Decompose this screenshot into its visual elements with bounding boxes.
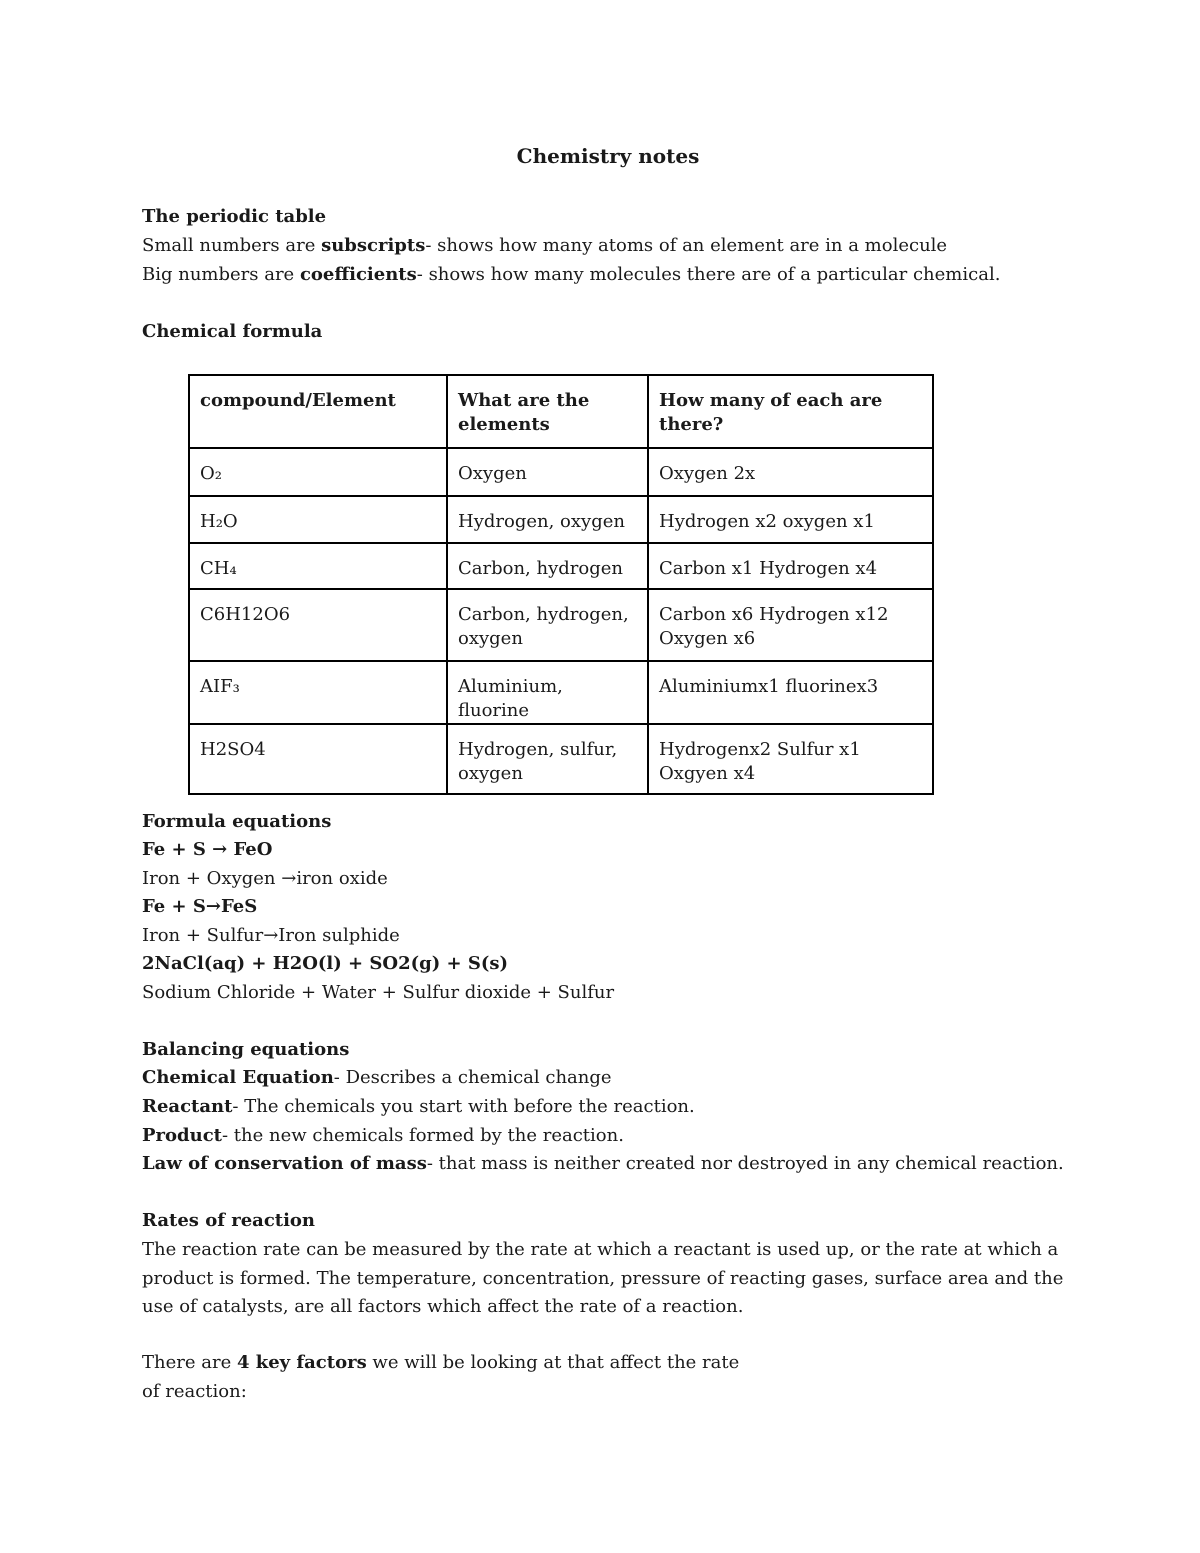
key-factors-line-2: of reaction: (142, 1381, 247, 1402)
compound-cell: O₂ (189, 448, 447, 496)
periodic-table-heading: The periodic table (142, 206, 327, 227)
count-cell: Carbon x6 Hydrogen x12 Oxygen x6 (648, 589, 933, 661)
table-row (189, 496, 933, 543)
definition-term: Reactant (142, 1096, 233, 1117)
subscripts-term: subscripts (321, 235, 426, 256)
definition-product (142, 1125, 624, 1147)
coefficients-line (142, 264, 1000, 286)
header-cell: What are the elements (447, 375, 648, 448)
equation-1: Fe + S → FeO (142, 839, 273, 860)
balancing-equations-heading: Balancing equations (142, 1039, 350, 1060)
count-cell: Hydrogen x2 oxygen x1 (648, 496, 933, 543)
chemical-formula-table (188, 374, 934, 795)
table-row (189, 448, 933, 496)
key-factors-post: we will be looking at that affect the rate (366, 1352, 740, 1373)
subscripts-pre: Small numbers are (142, 235, 322, 256)
equation-3: 2NaCl(aq) + H2O(l) + SO2(g) + S(s) (142, 953, 509, 974)
table-row (189, 543, 933, 589)
key-factors-pre: There are (142, 1352, 237, 1373)
definition-chemical-equation (142, 1067, 612, 1089)
table-row (189, 661, 933, 724)
chemical-formula-heading: Chemical formula (142, 321, 323, 342)
rates-paragraph: The reaction rate can be measured by the rate at which a reactant is used up, or the rate at which a product is formed. The temperature, concentration, pressure of reacting gases, surface area and the use of catalysts, are all factors which affect the rate of a reaction. (142, 1239, 1064, 1317)
compound-cell: H₂O (189, 496, 447, 543)
definition-text: - Describes a chemical change (333, 1067, 612, 1088)
header-cell: compound/Element (189, 375, 447, 448)
document-title: Chemistry notes (516, 144, 700, 168)
header-cell: How many of each are there? (648, 375, 933, 448)
definition-term: Product (142, 1125, 222, 1146)
definition-text: - the new chemicals formed by the reaction. (221, 1125, 624, 1146)
elements-cell: Hydrogen, oxygen (447, 496, 648, 543)
compound-cell: AIF₃ (189, 661, 447, 724)
subscripts-def: - shows how many atoms of an element are in a molecule (425, 235, 948, 256)
elements-cell: Hydrogen, sulfur, oxygen (447, 724, 648, 794)
coefficients-term: coefficients (299, 264, 417, 285)
count-cell: Oxygen 2x (648, 448, 933, 496)
compound-cell: H2SO4 (189, 724, 447, 794)
elements-cell: Carbon, hydrogen, oxygen (447, 589, 648, 661)
definition-text: - The chemicals you start with before the reaction. (232, 1096, 695, 1117)
equation-2-words: Iron + Sulfur→Iron sulphide (142, 925, 400, 946)
equation-1-words: Iron + Oxygen →iron oxide (142, 868, 388, 889)
count-cell: Hydrogenx2 Sulfur x1 Oxgyen x4 (648, 724, 933, 794)
coefficients-pre: Big numbers are (142, 264, 300, 285)
coefficients-def: - shows how many molecules there are of a particular chemical. (416, 264, 1001, 285)
elements-cell: Carbon, hydrogen (447, 543, 648, 589)
rates-of-reaction-heading: Rates of reaction (142, 1210, 316, 1231)
table-row (189, 589, 933, 661)
definition-term: Chemical Equation (142, 1067, 334, 1088)
elements-cell: Aluminium, fluorine (447, 661, 648, 724)
key-factors-line (142, 1352, 739, 1374)
count-cell: Carbon x1 Hydrogen x4 (648, 543, 933, 589)
definition-reactant (142, 1096, 695, 1118)
definition-text: - that mass is neither created nor destroyed in any chemical reaction. (426, 1153, 1064, 1174)
key-factors-term: 4 key factors (236, 1352, 367, 1373)
formula-equations-heading: Formula equations (142, 811, 332, 832)
equation-3-words: Sodium Chloride + Water + Sulfur dioxide + Sulfur (142, 982, 615, 1003)
compound-cell: CH₄ (189, 543, 447, 589)
equation-2: Fe + S→FeS (142, 896, 258, 917)
elements-cell: Oxygen (447, 448, 648, 496)
subscripts-line (142, 235, 947, 257)
table-header-row (189, 375, 933, 448)
table-row (189, 724, 933, 794)
compound-cell: C6H12O6 (189, 589, 447, 661)
count-cell: Aluminiumx1 fluorinex3 (648, 661, 933, 724)
definition-term: Law of conservation of mass (142, 1153, 427, 1174)
definition-conservation-of-mass (142, 1153, 1064, 1175)
